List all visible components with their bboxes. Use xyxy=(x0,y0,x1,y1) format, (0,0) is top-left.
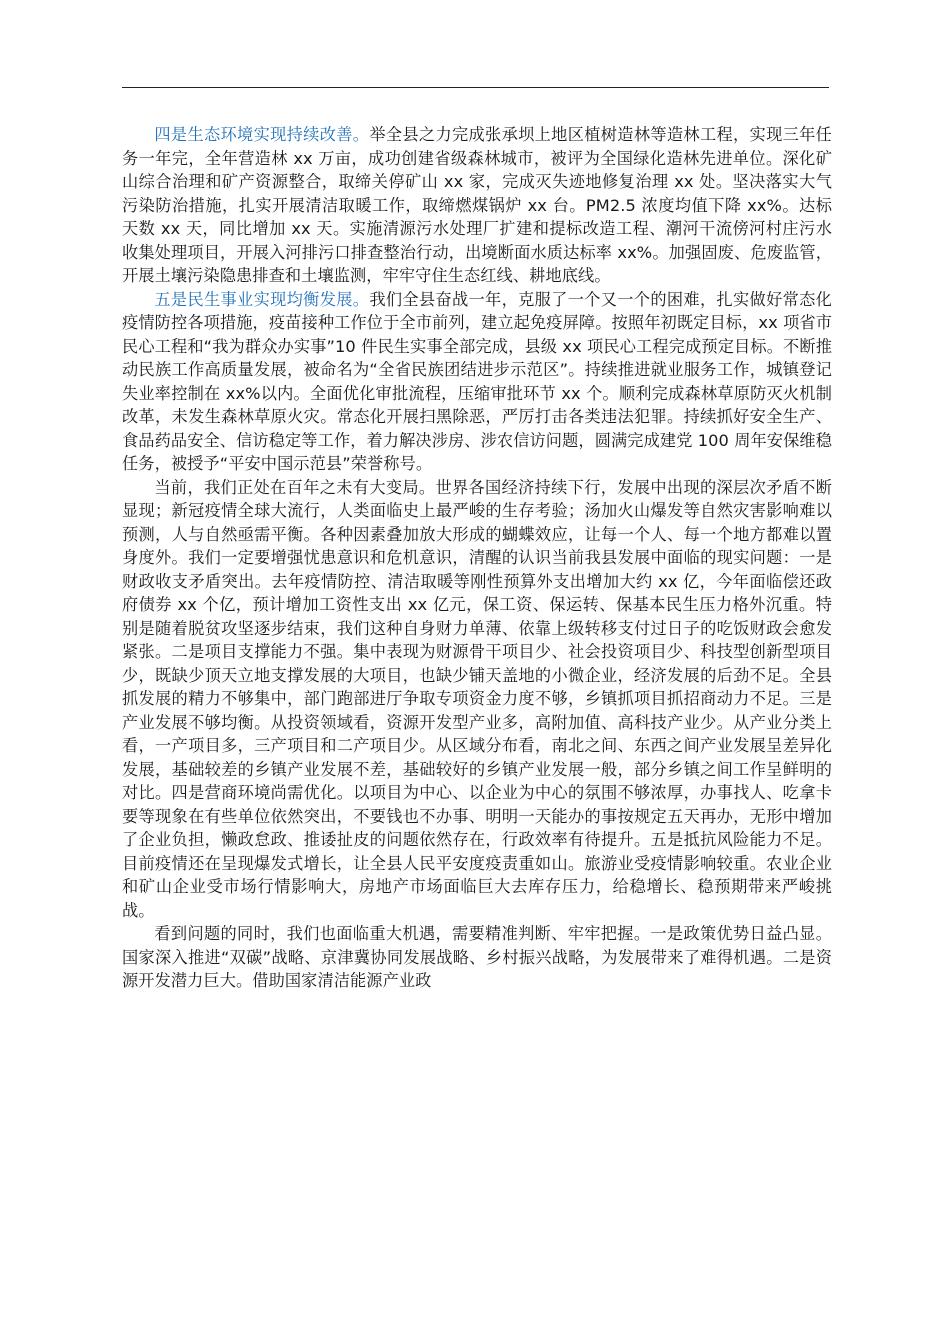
document-body xyxy=(122,123,832,993)
section-heading-livelihood: 五是民生事业实现均衡发展。 xyxy=(154,289,370,309)
paragraph-opportunities xyxy=(122,922,832,993)
paragraph-livelihood xyxy=(122,288,832,476)
paragraph-current-problems xyxy=(122,476,832,923)
paragraph-text: 我们全县奋战一年，克服了一个又一个的困难，扎实做好常态化疫情防控各项措施，疫苗接种工作位于全市前列，建立起免疫屏障。按照年初既定目标，xx 项省市民心工程和“我为群众办实事”10 件民生实事全部完成，县级 xx 项民心工程完成预定目标。不断推动民族工作高质量发展，被命名为“全省民族团结进步示范区”。持续推进就业服务工作，城镇登记失业率控制在 xx%以内。全面优化审批流程，压缩审批环节 xx 个。顺利完成森林草原防灭火机制改革，未发生森林草原火灾。常态化开展扫黑除恶，严厉打击各类违法犯罪。持续抓好安全生产、食品药品安全、信访稳定等工作，着力解决涉房、涉农信访问题，圆满完成建党 100 周年安保维稳任务，被授予“平安中国示范县”荣誉称号。 xyxy=(122,289,832,473)
paragraph-ecology xyxy=(122,123,832,288)
paragraph-text: 看到问题的同时，我们也面临重大机遇，需要精准判断、牢牢把握。一是政策优势日益凸显。国家深入推进“双碳”战略、京津冀协同发展战略、乡村振兴战略，为发展带来了难得机遇。二是资源开发潜力巨大。借助国家清洁能源产业政 xyxy=(122,924,832,990)
paragraph-text: 举全县之力完成张承坝上地区植树造林等造林工程，实现三年任务一年完，全年营造林 xx 万亩，成功创建省级森林城市，被评为全国绿化造林先进单位。深化矿山综合治理和矿产资源整合，取缔关停矿山 xx 家，完成灭失迹地修复治理 xx 处。坚决落实大气污染防治措施，扎实开展清洁取暖工作，取缔燃煤锅炉 xx 台。PM2.5 浓度均值下降 xx%。达标天数 xx 天，同比增加 xx 天。实施清源污水处理厂扩建和提标改造工程、潮河干流傍河村庄污水收集处理项目，开展入河排污口排查整治行动，出境断面水质达标率 xx%。加强固废、危废监管，开展土壤污染隐患排查和土壤监测，牢牢守住生态红线、耕地底线。 xyxy=(122,125,832,285)
header-rule xyxy=(122,87,829,88)
section-heading-ecology: 四是生态环境实现持续改善。 xyxy=(154,125,370,144)
paragraph-text: 当前，我们正处在百年之未有大变局。世界各国经济持续下行，发展中出现的深层次矛盾不断显现；新冠疫情全球大流行，人类面临史上最严峻的生存考验；汤加火山爆发等自然灾害影响难以预测，人与自然亟需平衡。各种因素叠加放大形成的蝴蝶效应，让每一个人、每一个地方都难以置身度外。我们一定要增强忧患意识和危机意识，清醒的认识当前我县发展中面临的现实问题：一是财政收支矛盾突出。去年疫情防控、清洁取暖等刚性预算外支出增加大约 xx 亿，今年面临偿还政府债券 xx 个亿，预计增加工资性支出 xx 亿元，保工资、保运转、保基本民生压力格外沉重。特别是随着脱贫攻坚逐步结束，我们这种自身财力单薄、依靠上级转移支付过日子的吃饭财政会愈发紧张。二是项目支撑能力不强。集中表现为财源骨干项目少、社会投资项目少、科技型创新型项目少，既缺少顶天立地支撑发展的大项目，也缺少铺天盖地的小微企业，经济发展的后劲不足。全县抓发展的精力不够集中，部门跑部进厅争取专项资金力度不够，乡镇抓项目抓招商动力不足。三是产业发展不够均衡。从投资领域看，资源开发型产业多，高附加值、高科技产业少。从产业分类上看，一产项目多，三产项目和二产项目少。从区域分布看，南北之间、东西之间产业发展呈差异化发展，基础较差的乡镇产业发展不差，基础较好的乡镇产业发展一般，部分乡镇之间工作呈鲜明的对比。四是营商环境尚需优化。以项目为中心、以企业为中心的氛围不够浓厚，办事找人、吃拿卡要等现象在有些单位依然突出，不要钱也不办事、明明一天能办的事按规定五天再办，无形中增加了企业负担，懒政怠政、推诿扯皮的问题依然存在，行政效率有待提升。五是抵抗风险能力不足。目前疫情还在呈现爆发式增长，让全县人民平安度疫责重如山。旅游业受疫情影响较重。农业企业和矿山企业受市场行情影响大，房地产市场面临巨大去库存压力，给稳增长、稳预期带来严峻挑战。 xyxy=(122,477,832,920)
